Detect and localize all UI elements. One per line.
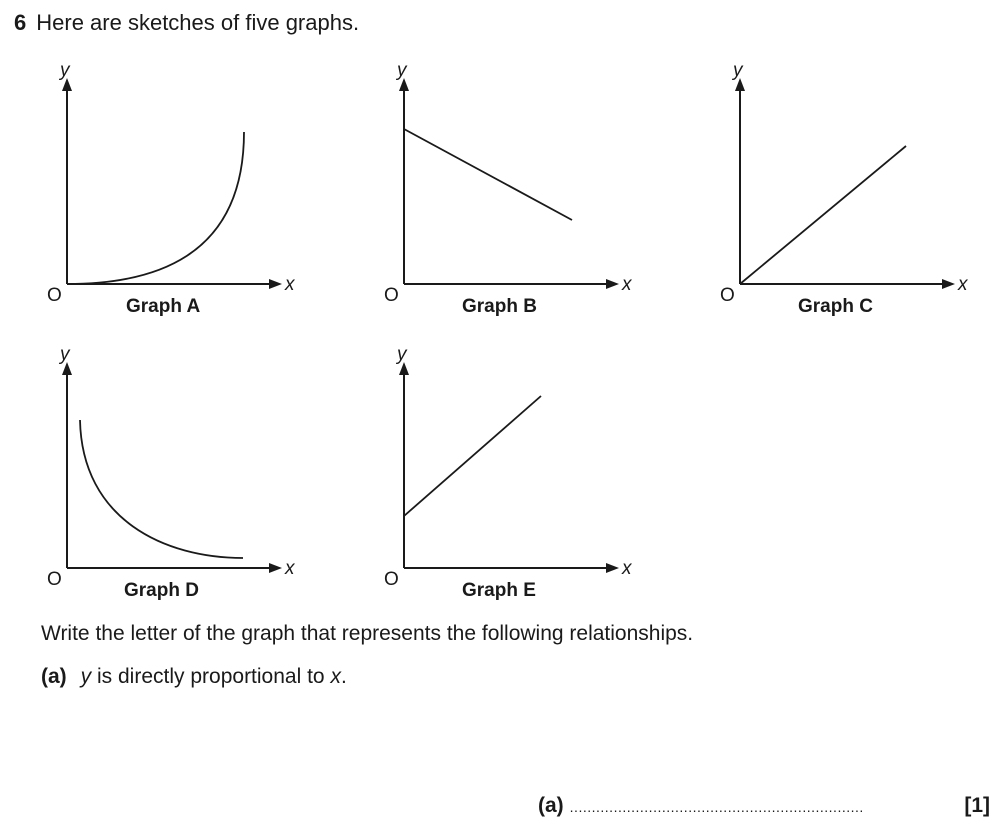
graph-d-origin: O xyxy=(47,569,62,590)
question-intro: Here are sketches of five graphs. xyxy=(36,10,360,35)
graph-e-x-arrow xyxy=(606,563,619,573)
part-a-var-x: x xyxy=(330,665,341,688)
graph-a-y-label: y xyxy=(60,60,70,81)
marks-label: [1] xyxy=(964,794,990,817)
graph-a xyxy=(47,60,296,317)
graph-d xyxy=(47,344,296,601)
graph-a-origin: O xyxy=(47,285,62,306)
question-number: 6 xyxy=(14,10,27,35)
graph-b-origin: O xyxy=(384,285,399,306)
part-a-question xyxy=(41,663,347,691)
graph-b xyxy=(384,60,633,317)
graph-a-x-arrow xyxy=(269,279,282,289)
answer-label: (a) xyxy=(538,794,564,817)
instruction-text: Write the letter of the graph that represents the following relationships. xyxy=(41,622,694,645)
graph-b-y-label: y xyxy=(397,60,407,81)
graph-c-origin: O xyxy=(720,285,735,306)
graph-d-y-label: y xyxy=(60,344,70,365)
graph-e xyxy=(384,344,633,601)
graph-b-line xyxy=(404,129,572,220)
graph-c-caption: Graph C xyxy=(798,296,873,317)
graph-e-origin: O xyxy=(384,569,399,590)
graph-c xyxy=(720,60,969,317)
graph-c-x-label: x xyxy=(958,274,968,295)
part-a-var-y: y xyxy=(80,665,92,688)
graph-b-caption: Graph B xyxy=(462,296,537,317)
graph-c-x-arrow xyxy=(942,279,955,289)
graph-b-x-arrow xyxy=(606,279,619,289)
graph-d-x-arrow xyxy=(269,563,282,573)
graph-a-caption: Graph A xyxy=(126,296,201,317)
part-a-label: (a) xyxy=(41,665,67,688)
part-a-text-end: . xyxy=(340,665,347,688)
graph-c-y-label: y xyxy=(733,60,743,81)
answer-dotted-line[interactable]: ................................................................... xyxy=(569,799,864,815)
graph-a-curve xyxy=(67,132,244,284)
part-a-text-mid: is directly proportional to xyxy=(91,665,331,688)
graph-d-x-label: x xyxy=(285,558,295,579)
graph-e-y-label: y xyxy=(397,344,407,365)
graph-e-line xyxy=(404,396,541,516)
graph-e-x-label: x xyxy=(622,558,632,579)
graph-a-x-label: x xyxy=(285,274,295,295)
graph-e-caption: Graph E xyxy=(462,580,536,601)
answer-line xyxy=(538,792,990,821)
graph-d-caption: Graph D xyxy=(124,580,199,601)
graph-b-x-label: x xyxy=(622,274,632,295)
graph-c-line xyxy=(740,146,906,284)
graph-d-curve xyxy=(80,420,243,558)
